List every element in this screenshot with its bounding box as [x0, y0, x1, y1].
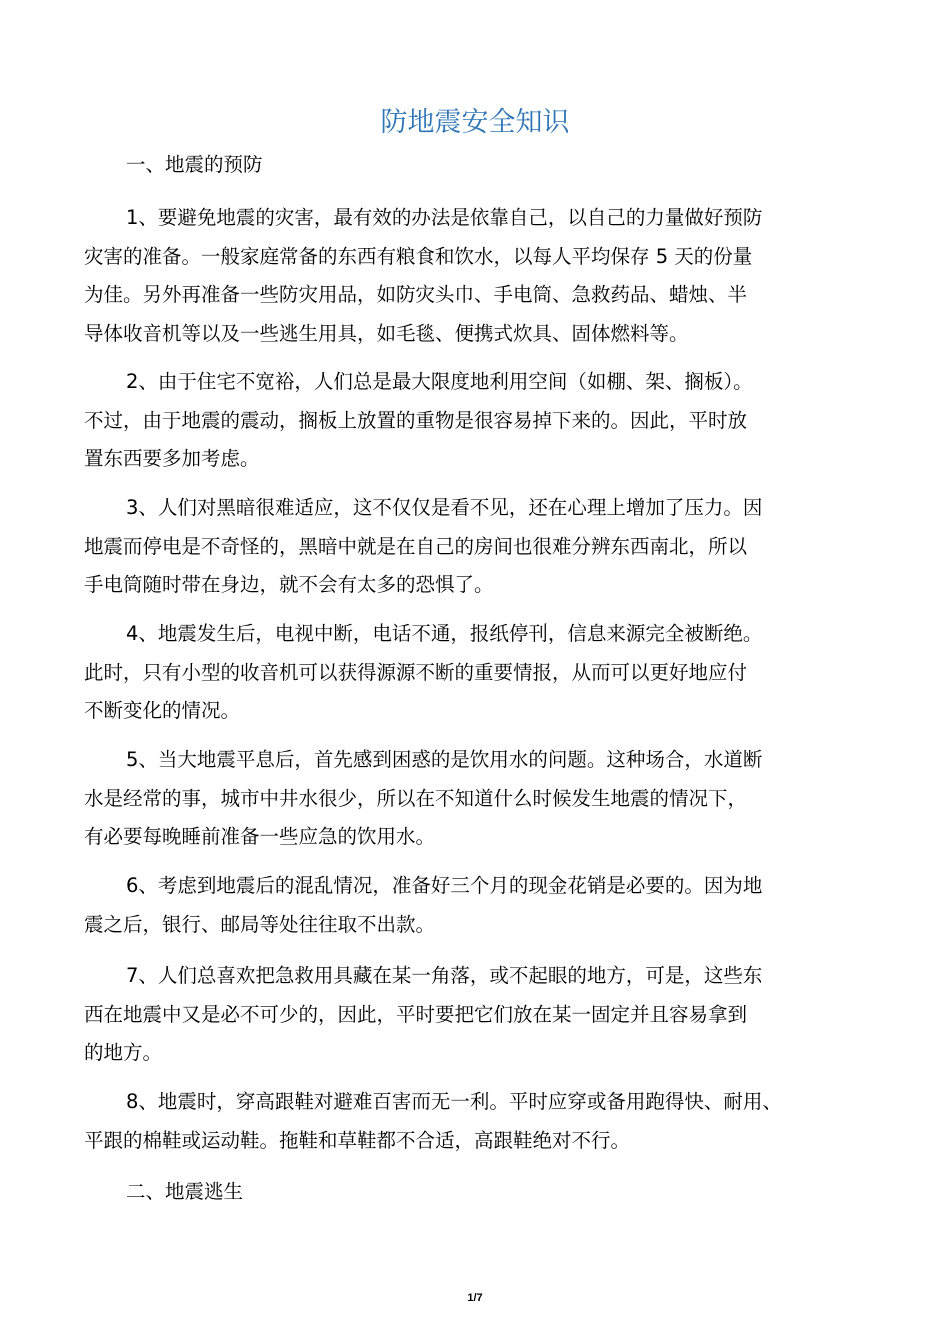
paragraph-line: 1、要避免地震的灾害，最有效的办法是依靠自己，以自己的力量做好预防 [126, 206, 763, 229]
paragraph-line: 2、由于住宅不宽裕，人们总是最大限度地利用空间（如棚、架、搁板）。 [126, 370, 753, 393]
paragraph-line: 平跟的棉鞋或运动鞋。拖鞋和草鞋都不合适，高跟鞋绝对不行。 [84, 1128, 631, 1152]
paragraph-line: 置东西要多加考虑。 [84, 447, 260, 470]
paragraph-line: 不断变化的情况。 [84, 699, 241, 722]
page-number: 1/7 [467, 1292, 483, 1304]
paragraph-line: 8、地震时，穿高跟鞋对避难百害而无一利。平时应穿或备用跑得快、耐用、 [126, 1090, 782, 1113]
paragraph-2 [84, 367, 884, 483]
paragraph-line: 6、考虑到地震后的混乱情况，准备好三个月的现金花销是必要的。因为地 [126, 874, 763, 897]
paragraph-line: 有必要每晚睡前准备一些应急的饮用水。 [84, 825, 436, 848]
paragraph-5 [84, 745, 884, 861]
section-heading-prevention: 一、地震的预防 [126, 153, 263, 176]
paragraph-line: 震之后，银行、邮局等处往往取不出款。 [84, 912, 436, 936]
paragraph-7 [84, 961, 884, 1077]
paragraph-4 [84, 619, 884, 735]
paragraph-1 [84, 203, 884, 357]
paragraph-line: 3、人们对黑暗很难适应，这不仅仅是看不见，还在心理上增加了压力。因 [126, 496, 763, 519]
paragraph-line: 手电筒随时带在身边，就不会有太多的恐惧了。 [84, 573, 494, 596]
section-heading-escape: 二、地震逃生 [126, 1180, 244, 1203]
paragraph-line: 地震而停电是不奇怪的，黑暗中就是在自己的房间也很难分辨东西南北，所以 [84, 534, 748, 558]
paragraph-6 [84, 871, 884, 948]
paragraph-line: 不过，由于地震的震动，搁板上放置的重物是很容易掉下来的。因此，平时放 [84, 408, 748, 432]
paragraph-3 [84, 493, 884, 609]
paragraph-line: 5、当大地震平息后，首先感到困惑的是饮用水的问题。这种场合，水道断 [126, 748, 763, 771]
paragraph-line: 7、人们总喜欢把急救用具藏在某一角落，或不起眼的地方，可是，这些东 [126, 964, 763, 987]
paragraph-line: 西在地震中又是必不可少的，因此，平时要把它们放在某一固定并且容易拿到 [84, 1002, 748, 1026]
paragraph-line: 水是经常的事，城市中井水很少，所以在不知道什么时候发生地震的情况下， [84, 786, 748, 810]
paragraph-line: 的地方。 [84, 1041, 163, 1064]
paragraph-line: 灾害的准备。一般家庭常备的东西有粮食和饮水，以每人平均保存 5 天的份量 [84, 244, 753, 268]
paragraph-line: 导体收音机等以及一些逃生用具，如毛毯、便携式炊具、固体燃料等。 [84, 321, 689, 345]
paragraph-line: 4、地震发生后，电视中断，电话不通，报纸停刊，信息来源完全被断绝。 [126, 622, 763, 645]
paragraph-line: 此时，只有小型的收音机可以获得源源不断的重要情报，从而可以更好地应付 [84, 660, 748, 684]
paragraph-8 [84, 1087, 884, 1164]
document-title: 防地震安全知识 [380, 107, 570, 138]
paragraph-line: 为佳。另外再准备一些防灾用品，如防灾头巾、手电筒、急救药品、蜡烛、半 [84, 283, 748, 306]
